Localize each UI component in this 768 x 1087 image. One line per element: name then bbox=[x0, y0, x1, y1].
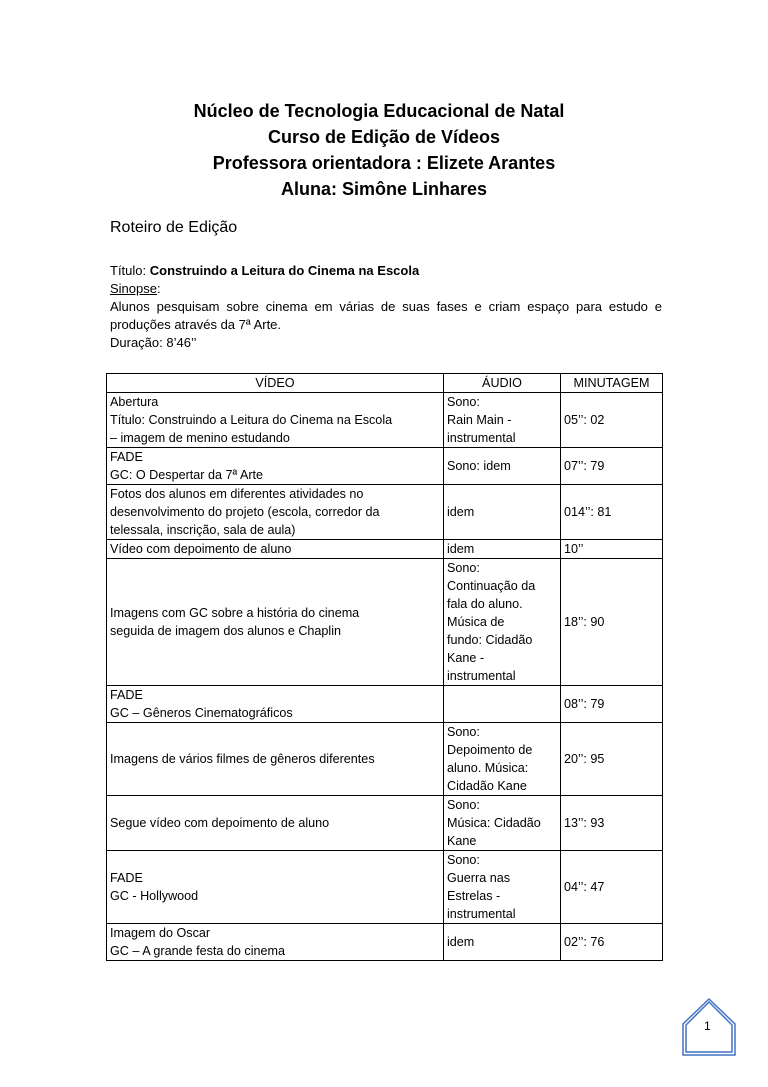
cell-audio-line: Sono: bbox=[447, 395, 480, 409]
cell-audio-line: instrumental bbox=[447, 431, 516, 445]
header-institution: Núcleo de Tecnologia Educacional de Natal bbox=[193, 101, 565, 121]
cell-audio-line: Guerra nas bbox=[447, 871, 510, 885]
cell-audio-line: idem bbox=[447, 505, 475, 519]
table-row bbox=[107, 686, 663, 723]
title-label: Título: bbox=[110, 263, 147, 278]
cell-audio bbox=[444, 924, 561, 961]
table-row bbox=[107, 485, 663, 540]
cell-video-line: Imagens com GC sobre a história do cinema bbox=[110, 606, 360, 620]
cell-audio-line: fundo: Cidadão bbox=[447, 633, 533, 647]
cell-video bbox=[107, 485, 444, 540]
table-row bbox=[107, 796, 663, 851]
cell-audio-line: Kane - bbox=[447, 651, 485, 665]
duration: Duração: 8’46’’ bbox=[110, 335, 197, 350]
cell-audio bbox=[444, 448, 561, 485]
cell-audio bbox=[444, 686, 561, 723]
cell-audio-line: instrumental bbox=[447, 907, 516, 921]
cell-video bbox=[107, 448, 444, 485]
cell-audio-line: instrumental bbox=[447, 669, 516, 683]
cell-video bbox=[107, 723, 444, 796]
cell-video-line: FADE bbox=[110, 450, 143, 464]
cell-minutagem: 18’’: 90 bbox=[561, 559, 663, 686]
cell-audio-line: Depoimento de bbox=[447, 743, 533, 757]
table-row bbox=[107, 540, 663, 559]
synopsis-label: Sinopse bbox=[110, 281, 157, 296]
table-row bbox=[107, 559, 663, 686]
cell-video bbox=[107, 559, 444, 686]
cell-audio-line: Sono: bbox=[447, 798, 480, 812]
cell-video-line: Imagens de vários filmes de gêneros diferentes bbox=[110, 752, 375, 766]
cell-audio bbox=[444, 540, 561, 559]
cell-minutagem: 07’’: 79 bbox=[561, 448, 663, 485]
cell-audio-line: Continuação da bbox=[447, 579, 536, 593]
cell-minutagem: 05’’: 02 bbox=[561, 393, 663, 448]
document-header bbox=[0, 98, 768, 202]
cell-video bbox=[107, 686, 444, 723]
cell-video bbox=[107, 393, 444, 448]
cell-audio-line: Sono: bbox=[447, 561, 480, 575]
cell-video-line: GC: O Despertar da 7ª Arte bbox=[110, 468, 264, 482]
col-header-audio: ÁUDIO bbox=[444, 374, 561, 393]
cell-video bbox=[107, 796, 444, 851]
cell-minutagem: 10’’ bbox=[561, 540, 663, 559]
cell-video-line: FADE bbox=[110, 688, 143, 702]
cell-audio bbox=[444, 796, 561, 851]
header-course: Curso de Edição de Vídeos bbox=[267, 127, 501, 147]
page-number: 1 bbox=[704, 1019, 711, 1033]
script-meta bbox=[110, 262, 662, 352]
col-header-minutagem: MINUTAGEM bbox=[561, 374, 663, 393]
table-row bbox=[107, 723, 663, 796]
cell-audio-line: Rain Main - bbox=[447, 413, 512, 427]
cell-audio-line: Kane bbox=[447, 834, 477, 848]
table-header-row bbox=[107, 374, 663, 393]
cell-video-line: Vídeo com depoimento de aluno bbox=[110, 542, 292, 556]
cell-video-line: GC - Hollywood bbox=[110, 889, 199, 903]
cell-video-line: GC – A grande festa do cinema bbox=[110, 944, 286, 958]
table-row bbox=[107, 851, 663, 924]
cell-audio-line: Sono: bbox=[447, 853, 480, 867]
table-body bbox=[107, 393, 663, 961]
cell-video-line: Fotos dos alunos em diferentes atividades no bbox=[110, 487, 364, 501]
synopsis-colon: : bbox=[156, 281, 161, 296]
title-value: Construindo a Leitura do Cinema na Escola bbox=[149, 263, 420, 278]
cell-audio-line: fala do aluno. bbox=[447, 597, 523, 611]
cell-audio-line: Sono: bbox=[447, 725, 480, 739]
cell-minutagem: 02’’: 76 bbox=[561, 924, 663, 961]
cell-video-line: Imagem do Oscar bbox=[110, 926, 211, 940]
cell-video-line: Título: Construindo a Leitura do Cinema na Escola bbox=[110, 413, 393, 427]
synopsis-label-line bbox=[110, 280, 662, 298]
table-row bbox=[107, 924, 663, 961]
cell-audio-line: idem bbox=[447, 542, 475, 556]
synopsis-text: Alunos pesquisam sobre cinema em várias de suas fases e criam espaço para estudo e produções através da 7ª Arte. bbox=[110, 299, 662, 332]
cell-video bbox=[107, 851, 444, 924]
cell-audio-line: Estrelas - bbox=[447, 889, 501, 903]
header-student: Aluna: Simône Linhares bbox=[280, 179, 488, 199]
cell-audio bbox=[444, 559, 561, 686]
cell-audio bbox=[444, 393, 561, 448]
cell-video-line: seguida de imagem dos alunos e Chaplin bbox=[110, 624, 342, 638]
cell-audio bbox=[444, 723, 561, 796]
cell-minutagem: 08’’: 79 bbox=[561, 686, 663, 723]
cell-audio bbox=[444, 851, 561, 924]
cell-minutagem: 014’’: 81 bbox=[561, 485, 663, 540]
header-teacher: Professora orientadora : Elizete Arantes bbox=[212, 153, 556, 173]
cell-audio-line: Sono: idem bbox=[447, 459, 511, 473]
cell-minutagem: 20’’: 95 bbox=[561, 723, 663, 796]
cell-audio-line: idem bbox=[447, 935, 475, 949]
cell-audio-line: Cidadão Kane bbox=[447, 779, 527, 793]
cell-video-line: desenvolvimento do projeto (escola, corredor da bbox=[110, 505, 380, 519]
table-row bbox=[107, 393, 663, 448]
cell-video bbox=[107, 924, 444, 961]
cell-minutagem: 04’’: 47 bbox=[561, 851, 663, 924]
edit-script-table bbox=[106, 373, 663, 961]
cell-video-line: FADE bbox=[110, 871, 143, 885]
cell-video bbox=[107, 540, 444, 559]
cell-audio-line: Música de bbox=[447, 615, 505, 629]
cell-audio-line: aluno. Música: bbox=[447, 761, 529, 775]
col-header-video: VÍDEO bbox=[107, 374, 444, 393]
title-line bbox=[110, 262, 662, 280]
section-title: Roteiro de Edição bbox=[110, 219, 238, 236]
cell-video-line: – imagem de menino estudando bbox=[110, 431, 290, 445]
cell-minutagem: 13’’: 93 bbox=[561, 796, 663, 851]
cell-video-line: GC – Gêneros Cinematográficos bbox=[110, 706, 293, 720]
cell-video-line: telessala, inscrição, sala de aula) bbox=[110, 523, 296, 537]
cell-audio-line: Música: Cidadão bbox=[447, 816, 541, 830]
cell-audio bbox=[444, 485, 561, 540]
cell-video-line: Abertura bbox=[110, 395, 159, 409]
table-row bbox=[107, 448, 663, 485]
cell-video-line: Segue vídeo com depoimento de aluno bbox=[110, 816, 330, 830]
